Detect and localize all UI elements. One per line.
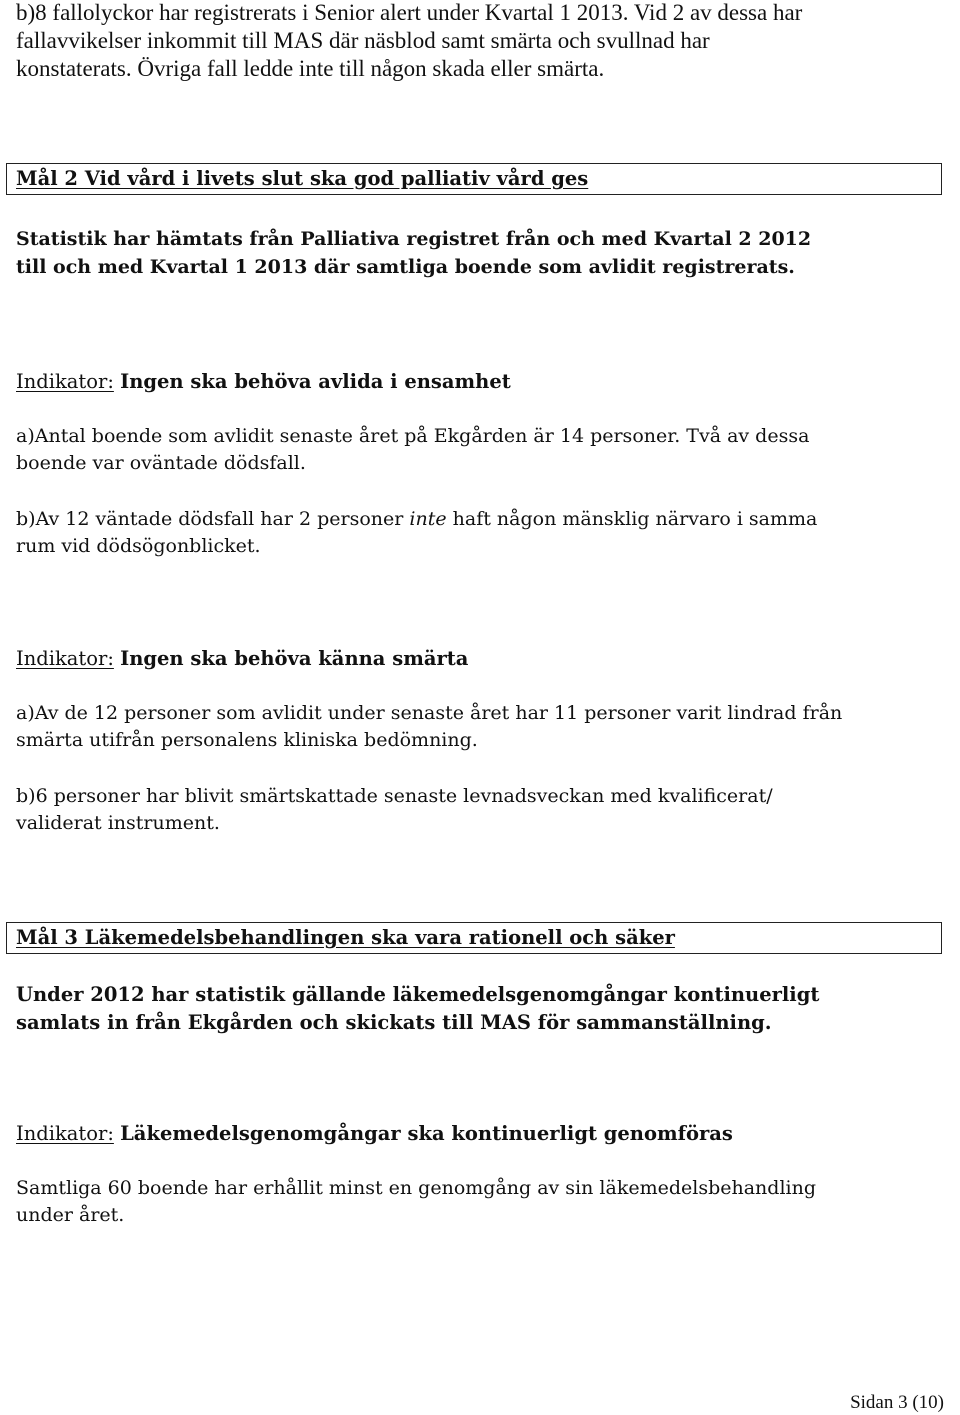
statistics-line: Statistik har hämtats från Palliativa registret från och med Kvartal 2 2012 xyxy=(16,228,812,250)
indicator-label: Indikator: xyxy=(16,370,114,393)
indicator-label: Indikator: xyxy=(16,647,114,670)
statistics-line: samlats in från Ekgården och skickats till MAS för sammanställning. xyxy=(16,1011,772,1034)
statistics-line: Under 2012 har statistik gällande läkemedelsgenomgångar kontinuerligt xyxy=(16,983,820,1006)
indicator-1-point-a xyxy=(16,423,946,477)
goal-3-statistics xyxy=(16,981,946,1037)
text-line: Samtliga 60 boende har erhållit minst en genomgång av sin läkemedelsbehandling xyxy=(16,1177,816,1199)
indicator-medication-text xyxy=(16,1175,946,1229)
text-line: smärta utifrån personalens kliniska bedömning. xyxy=(16,729,478,751)
text-line: b)6 personer har blivit smärtskattade senaste levnadsveckan med kvalificerat/ xyxy=(16,785,773,807)
text-line: rum vid dödsögonblicket. xyxy=(16,535,261,557)
emphasis-text: inte xyxy=(409,508,447,530)
text-line: validerat instrument. xyxy=(16,812,220,834)
goal-2-statistics xyxy=(16,225,946,281)
intro-paragraph xyxy=(16,0,946,83)
text-line: a)Antal boende som avlidit senaste året på Ekgården är 14 personer. Två av dessa xyxy=(16,425,810,447)
statistics-line: till och med Kvartal 1 2013 där samtliga boende som avlidit registrerats. xyxy=(16,256,795,278)
text-line xyxy=(16,506,946,533)
text-line: boende var oväntade dödsfall. xyxy=(16,452,306,474)
indicator-label: Indikator: xyxy=(16,1122,114,1145)
indicator-1-point-b xyxy=(16,506,946,560)
indicator-heading-alone xyxy=(16,368,946,395)
indicator-2-point-a xyxy=(16,700,946,754)
intro-line: konstaterats. Övriga fall ledde inte till någon skada eller smärta. xyxy=(16,56,605,81)
indicator-heading-pain xyxy=(16,645,946,672)
intro-line: b)8 fallolyckor har registrerats i Senior alert under Kvartal 1 2013. Vid 2 av dessa har xyxy=(16,0,803,25)
text-segment: b)Av 12 väntade dödsfall har 2 personer xyxy=(16,508,410,530)
goal-2-heading-box xyxy=(6,163,942,195)
goal-2-heading: Mål 2 Vid vård i livets slut ska god palliativ vård ges xyxy=(16,167,589,190)
text-segment: haft någon mänsklig närvaro i samma xyxy=(446,508,818,530)
text-line: a)Av de 12 personer som avlidit under senaste året har 11 personer varit lindrad från xyxy=(16,702,843,724)
goal-3-heading-box xyxy=(6,922,942,954)
indicator-2-point-b xyxy=(16,783,946,837)
text-line: under året. xyxy=(16,1204,125,1226)
indicator-title: Ingen ska behöva känna smärta xyxy=(120,647,469,670)
indicator-title: Läkemedelsgenomgångar ska kontinuerligt genomföras xyxy=(120,1122,733,1145)
indicator-heading-medication xyxy=(16,1120,946,1147)
indicator-title: Ingen ska behöva avlida i ensamhet xyxy=(120,370,511,393)
intro-line: fallavvikelser inkommit till MAS där näsblod samt smärta och svullnad har xyxy=(16,28,710,53)
goal-3-heading: Mål 3 Läkemedelsbehandlingen ska vara rationell och säker xyxy=(16,926,675,949)
page-number: Sidan 3 (10) xyxy=(850,1392,944,1413)
